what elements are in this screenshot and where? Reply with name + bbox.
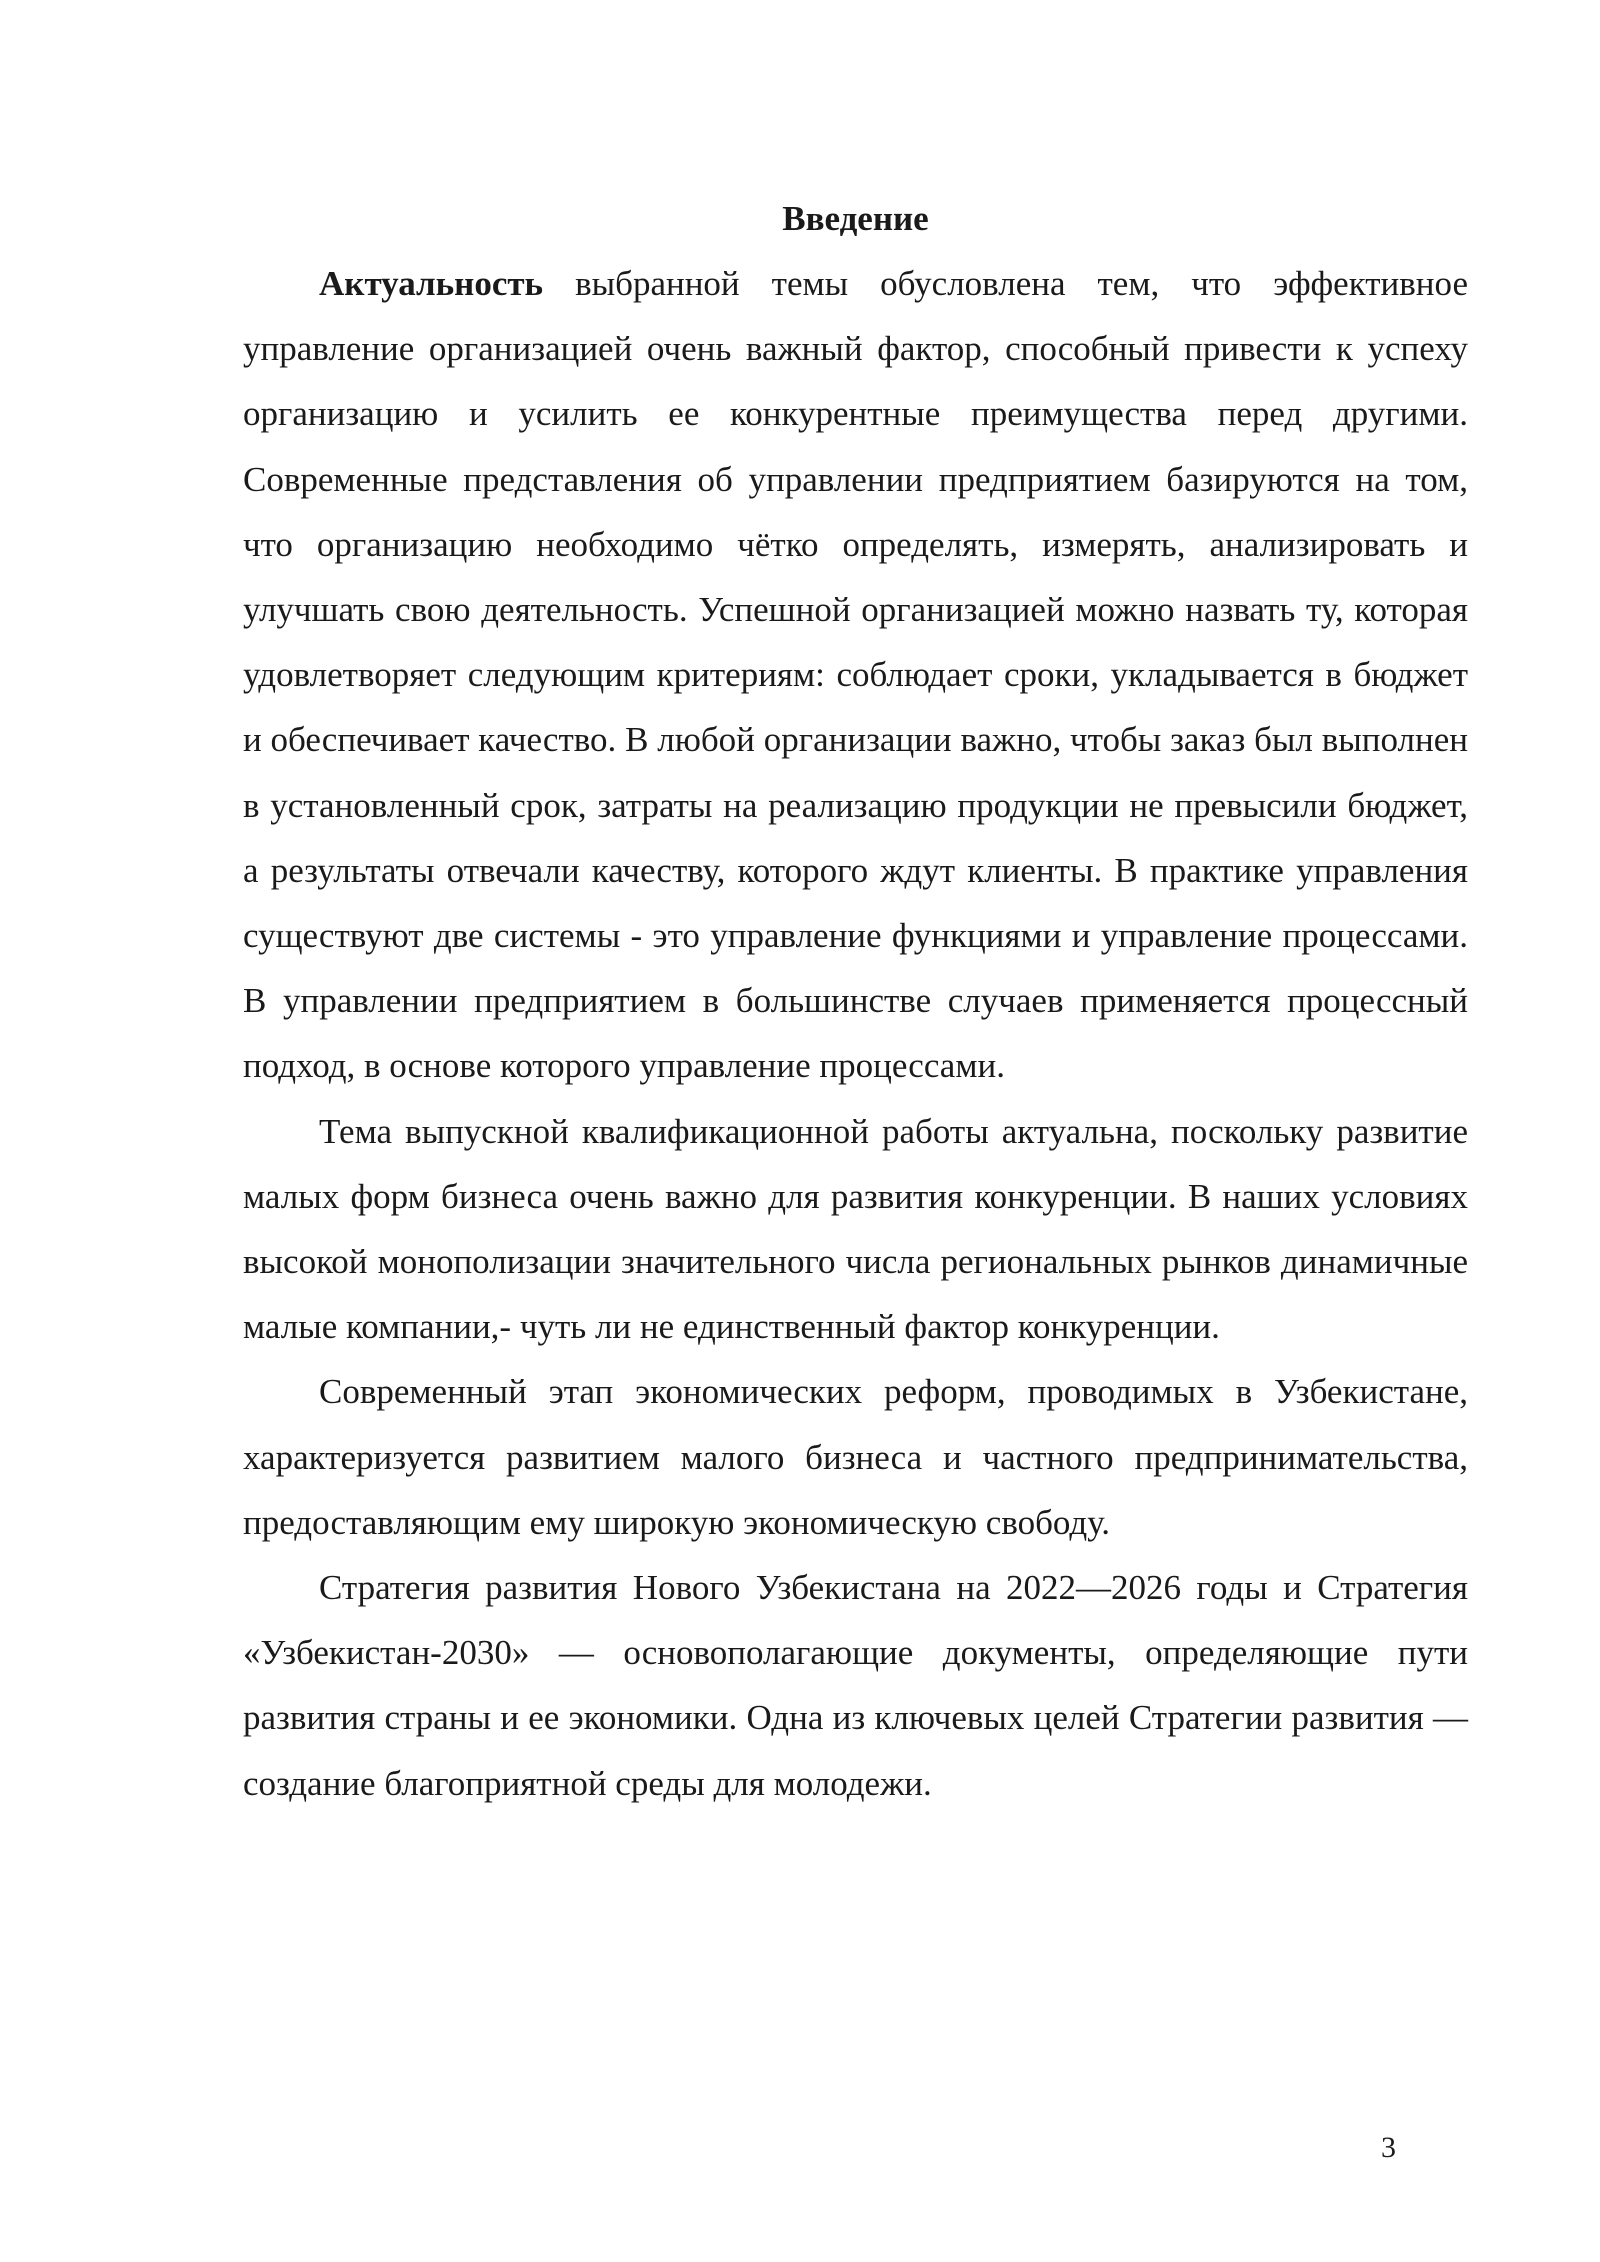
page-number: 3 (1381, 2131, 1396, 2164)
document-body (243, 251, 1468, 1816)
paragraph-relevance (243, 251, 1468, 1099)
paragraph-strategy: Стратегия развития Нового Узбекистана на 2022—2026 годы и Стратегия «Узбекистан-2030» — основополагающие документы, определяющие пути развития страны и ее экономики. Одна из ключевых целей Стратегии развития — создание благоприятной среды для молодежи. (243, 1568, 1468, 1803)
paragraph-lead: Актуальность (319, 264, 544, 303)
page-title: Введение (782, 199, 929, 238)
paragraph-reforms: Современный этап экономических реформ, проводимых в Узбекистане, характеризуется развитием малого бизнеса и частного предпринимательства, предоставляющим ему широкую экономическую свободу. (243, 1372, 1468, 1542)
paragraph-text: выбранной темы обусловлена тем, что эффективное управление организацией очень важный фактор, способный привести к успеху организацию и усилить ее конкурентные преимущества перед другими. Современные представления об управлении предприятием базируются на том, что организацию необходимо чётко определять, измерять, анализировать и улучшать свою деятельность. Успешной организацией можно назвать ту, которая удовлетворяет следующим критериям: соблюдает сроки, укладывается в бюджет и обеспечивает качество. В любой организации важно, чтобы заказ был выполнен в установленный срок, затраты на реализацию продукции не превысили бюджет, а результаты отвечали качеству, которого ждут клиенты. В практике управления существуют две системы - это управление функциями и управление процессами. В управлении предприятием в большинстве случаев применяется процессный подход, в основе которого управление процессами. (243, 264, 1468, 1086)
paragraph-topic: Тема выпускной квалификационной работы актуальна, поскольку развитие малых форм бизнеса очень важно для развития конкуренции. В наших условиях высокой монополизации значительного числа региональных рынков динамичные малые компании,- чуть ли не единственный фактор конкуренции. (243, 1111, 1468, 1347)
